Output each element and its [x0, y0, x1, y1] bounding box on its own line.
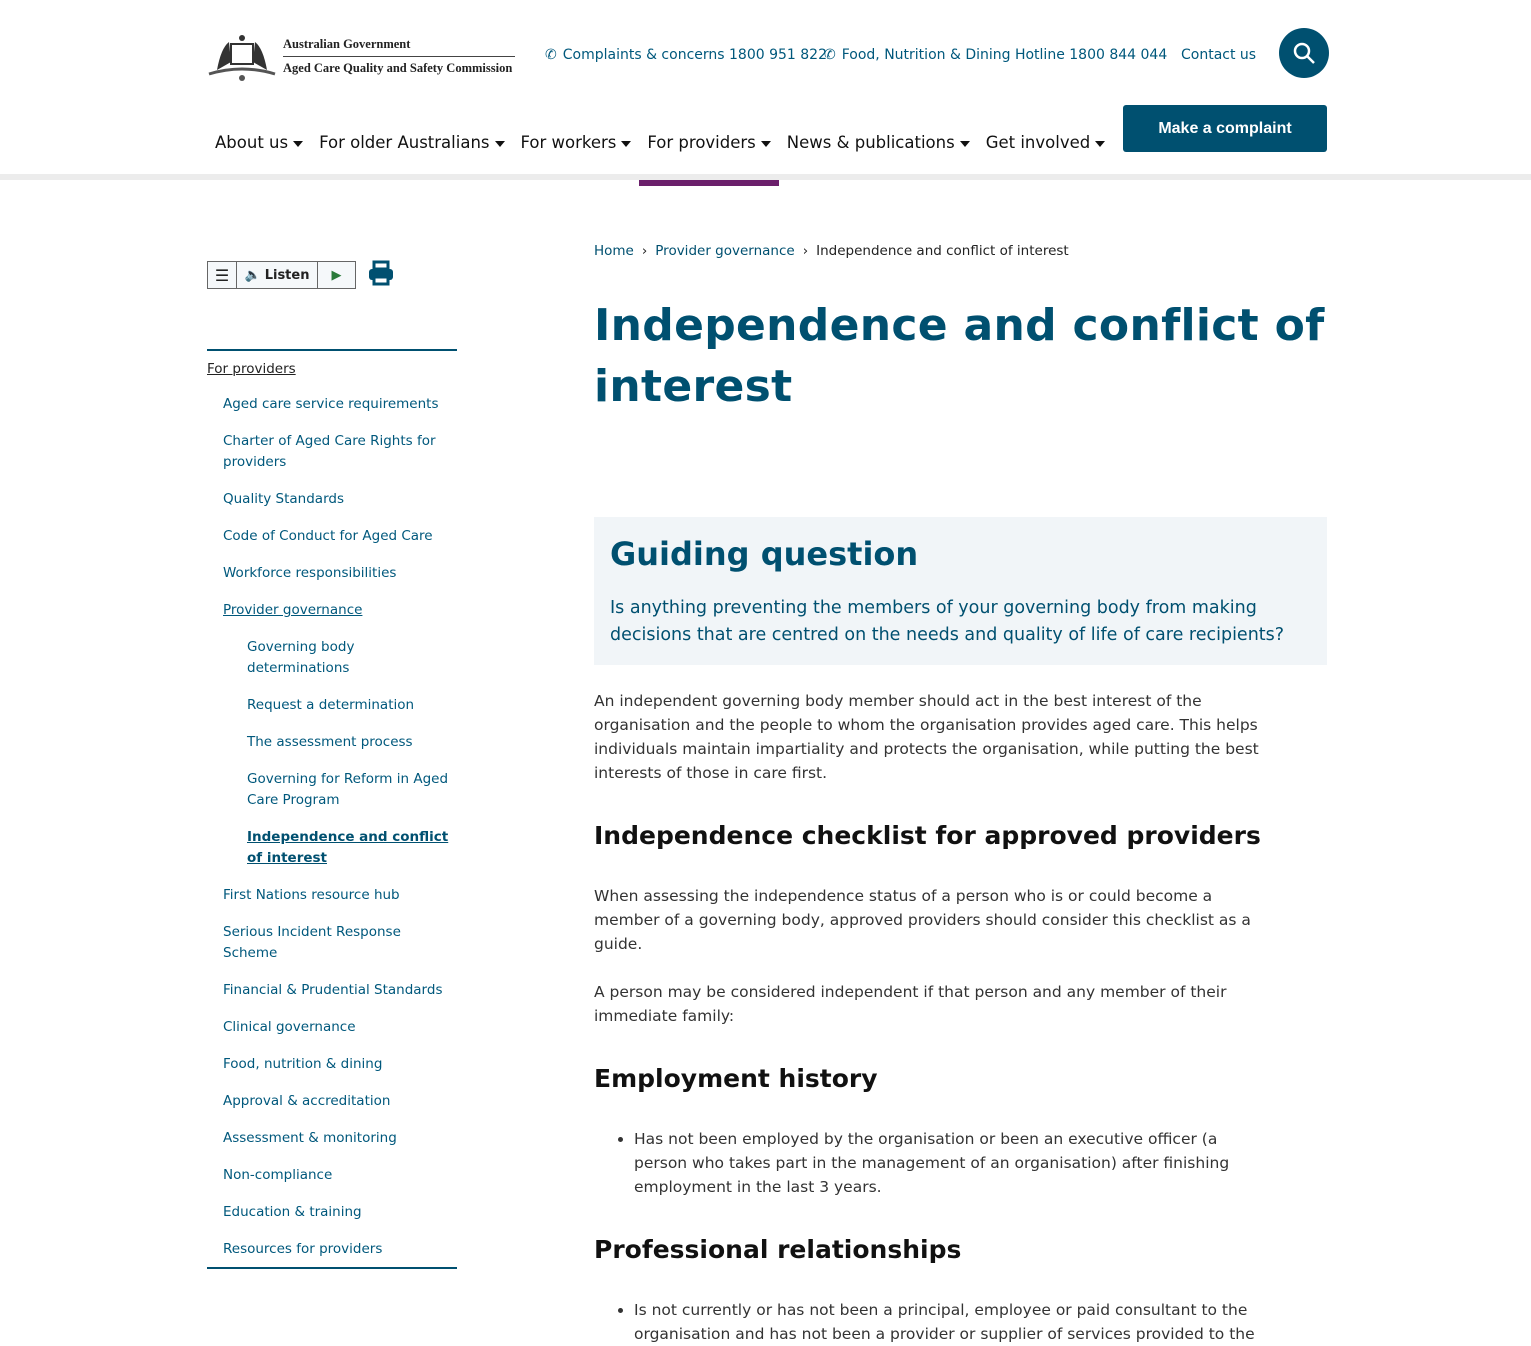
listen-label: Listen [264, 267, 310, 283]
page-tools [207, 260, 394, 290]
sidebar-item[interactable]: Financial & Prudential Standards [223, 982, 443, 998]
sidebar-subitem[interactable]: Governing body determinations [247, 639, 355, 676]
sidebar-item[interactable]: Resources for providers [223, 1241, 383, 1257]
nav-about-us[interactable]: About us [207, 133, 311, 180]
sidebar-item-for-providers[interactable]: For providers [207, 361, 296, 377]
speaker-icon: 🔈 [244, 267, 261, 283]
breadcrumb-provider-governance[interactable]: Provider governance [655, 243, 795, 259]
hotline-label: Food, Nutrition & Dining Hotline 1800 844 044 [841, 47, 1168, 63]
caret-down-icon [1095, 141, 1105, 147]
independence-paragraph: A person may be considered independent if that person and any member of their immediate family: [594, 983, 1227, 1025]
search-icon [1292, 41, 1316, 65]
chevron-right-icon: › [802, 243, 809, 259]
sidebar-nav [207, 349, 457, 1269]
phone-icon: ✆ [824, 47, 836, 63]
logo-line-1: Australian Government [283, 37, 515, 57]
contact-us-link[interactable]: Contact us [1181, 47, 1257, 63]
play-button[interactable] [318, 262, 355, 288]
play-icon: ▶ [331, 267, 342, 283]
sidebar-item[interactable]: Code of Conduct for Aged Care [223, 528, 433, 544]
print-icon [368, 260, 394, 286]
search-button[interactable] [1279, 28, 1329, 78]
page-title: Independence and conflict of interest [594, 300, 1325, 412]
sidebar-item[interactable]: Serious Incident Response Scheme [223, 924, 401, 961]
sidebar-item[interactable]: Food, nutrition & dining [223, 1056, 383, 1072]
employment-heading: Employment history [594, 1064, 878, 1093]
make-complaint-button[interactable]: Make a complaint [1123, 105, 1327, 152]
sidebar-item[interactable]: Clinical governance [223, 1019, 356, 1035]
site-header [0, 0, 1531, 180]
listen-toolbar [207, 261, 356, 289]
sidebar-item[interactable]: Charter of Aged Care Rights for providers [223, 433, 436, 470]
breadcrumb-current: Independence and conflict of interest [816, 243, 1069, 259]
breadcrumb-home[interactable]: Home [594, 243, 634, 259]
nav-for-providers[interactable]: For providers [639, 133, 778, 180]
guiding-question-box [594, 517, 1327, 665]
guide-text: Is anything preventing the members of your governing body from making decisions that are centred on the needs and quality of life of care recipients? [610, 598, 1285, 645]
listen-button[interactable] [237, 262, 318, 288]
checklist-heading: Independence checklist for approved providers [594, 821, 1261, 850]
hotline-phone-link[interactable] [824, 47, 1167, 63]
sidebar-subitem[interactable]: The assessment process [247, 734, 413, 750]
complaints-phone-link[interactable] [545, 47, 827, 63]
chevron-right-icon: › [641, 243, 648, 259]
sidebar-item-provider-governance[interactable]: Provider governance [223, 602, 363, 618]
guide-title: Guiding question [610, 535, 919, 573]
sidebar-item[interactable]: Quality Standards [223, 491, 344, 507]
caret-down-icon [495, 141, 505, 147]
sidebar-item[interactable]: Education & training [223, 1204, 362, 1220]
breadcrumb [594, 243, 1327, 259]
caret-down-icon [293, 141, 303, 147]
phone-icon: ✆ [545, 47, 557, 63]
sidebar-item[interactable]: First Nations resource hub [223, 887, 400, 903]
professional-heading: Professional relationships [594, 1235, 962, 1264]
nav-for-workers[interactable]: For workers [513, 133, 640, 180]
coat-of-arms-icon [207, 30, 277, 82]
sidebar-subitem[interactable]: Request a determination [247, 697, 415, 713]
list-item: • Is not currently or has not been a principal, employee or paid consultant to the organisation and has not been a provider or supplier of services provided to the [634, 1298, 1264, 1346]
checklist-paragraph: When assessing the independence status of a person who is or could become a member of a governing body, approved providers should consider this checklist as a guide. [594, 887, 1251, 953]
sidebar-item[interactable]: Assessment & monitoring [223, 1130, 397, 1146]
sidebar-item[interactable]: Approval & accreditation [223, 1093, 391, 1109]
sidebar-subitem[interactable]: Governing for Reform in Aged Care Program [247, 771, 449, 808]
sidebar-item[interactable]: Aged care service requirements [223, 396, 439, 412]
hamburger-icon: ☰ [214, 265, 230, 285]
sidebar-subitem-current[interactable]: Independence and conflict of interest [247, 829, 449, 866]
main-content [594, 243, 1327, 1346]
caret-down-icon [761, 141, 771, 147]
caret-down-icon [960, 141, 970, 147]
nav-news-publications[interactable]: News & publications [779, 133, 978, 180]
logo-line-2: Aged Care Quality and Safety Commission [283, 60, 513, 75]
caret-down-icon [621, 141, 631, 147]
main-nav [207, 133, 1113, 180]
sidebar-item[interactable]: Workforce responsibilities [223, 565, 397, 581]
complaints-label: Complaints & concerns 1800 951 822 [562, 47, 827, 63]
print-button[interactable] [368, 260, 394, 290]
nav-get-involved[interactable]: Get involved [978, 133, 1114, 180]
site-logo[interactable] [207, 30, 515, 82]
sidebar-item[interactable]: Non-compliance [223, 1167, 333, 1183]
list-item: • Has not been employed by the organisation or been an executive officer (a person who takes part in the management of an organisation) after finishing employment in the last 3 years. [634, 1127, 1264, 1199]
nav-for-older-australians[interactable]: For older Australians [311, 133, 512, 180]
intro-paragraph: An independent governing body member should act in the best interest of the organisation and the people to whom the organisation provides aged care. This helps individuals maintain impartiality and protects the organisation, while putting the best interests of those in care first. [594, 692, 1259, 782]
menu-button[interactable] [208, 262, 237, 288]
